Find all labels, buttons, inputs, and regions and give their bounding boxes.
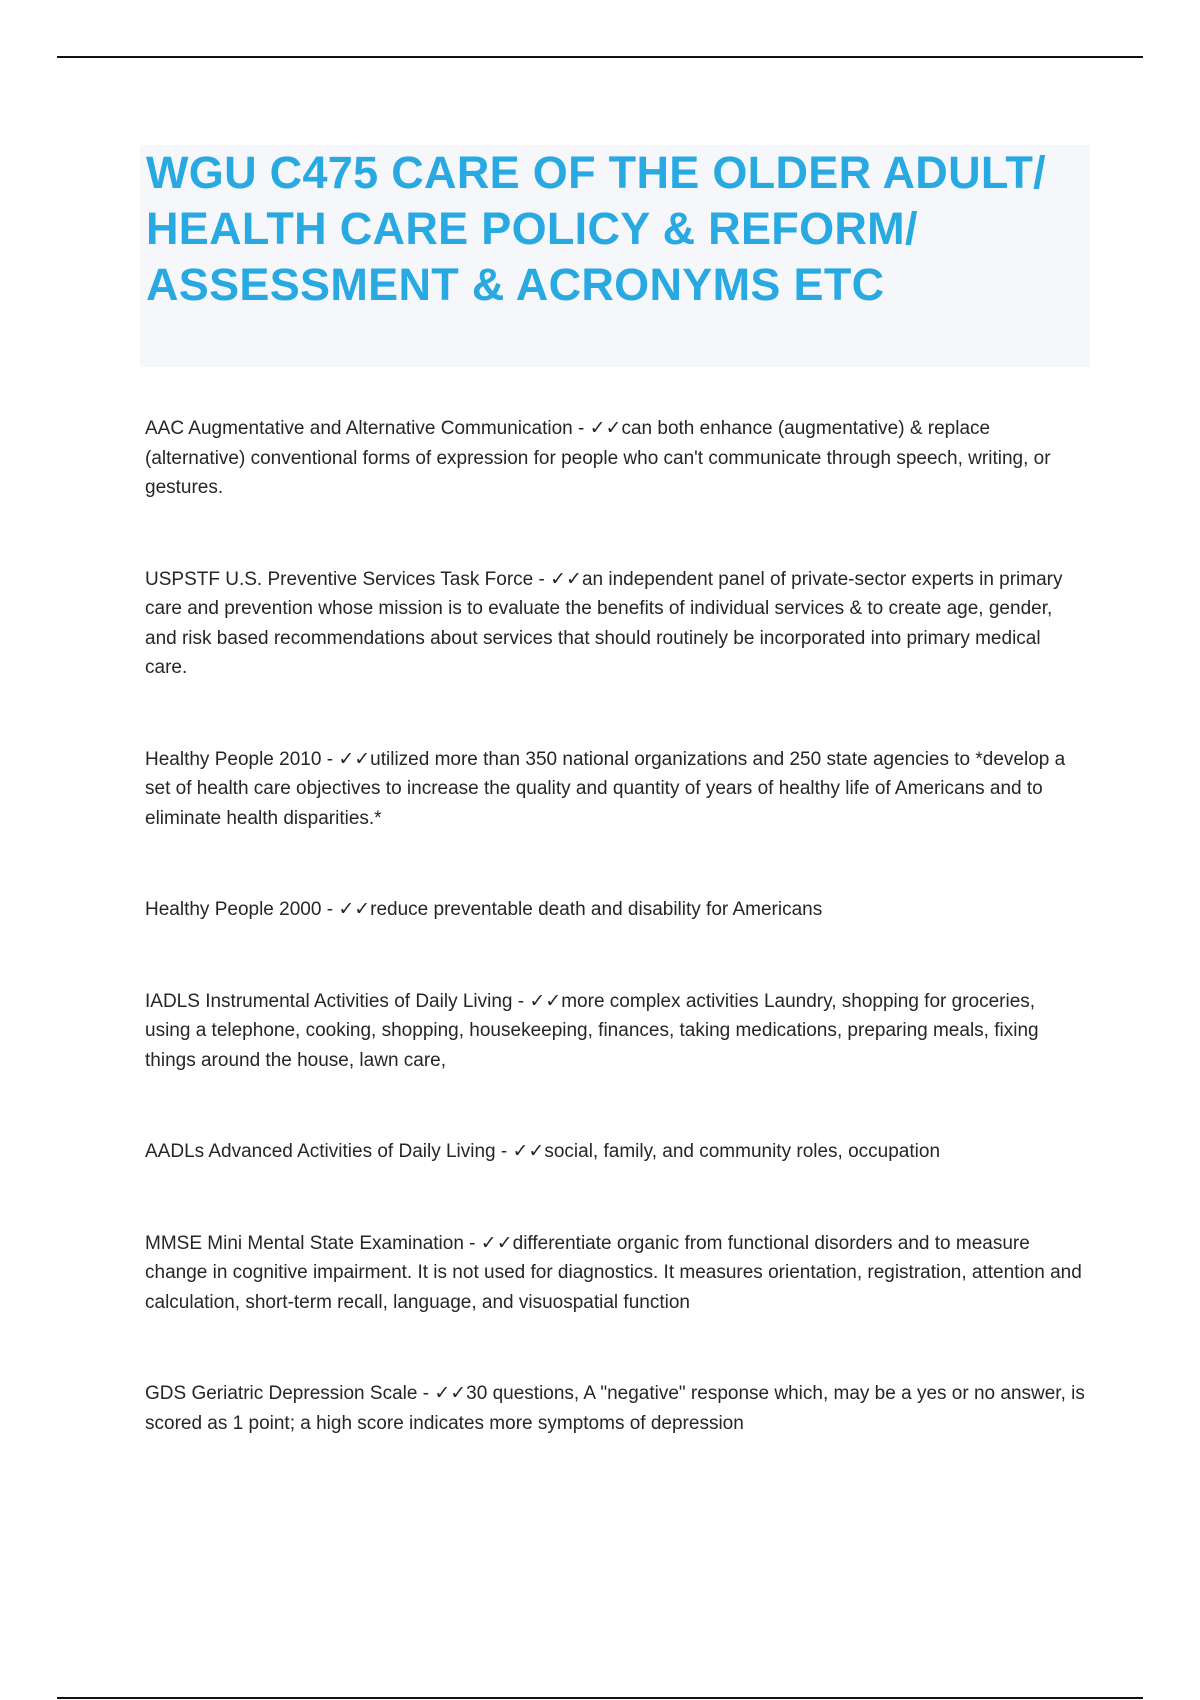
checkmark-icon: ✓✓ [338, 748, 371, 770]
entry-term: AAC Augmentative and Alternative Communication [145, 418, 573, 439]
flashcard-entry [145, 414, 1085, 503]
entry-separator: - [572, 418, 590, 439]
checkmark-icon: ✓✓ [512, 1141, 545, 1162]
checkmark-icon: ✓✓ [550, 568, 582, 590]
entry-definition: differentiate organic from functional disorders and to measure change in cognitive impairment. It is not used for diagnostics. It measures orientation, registration, attention and calculation, short-term recall, language, and visuospatial function [145, 1232, 1082, 1313]
flashcard-entry [145, 1229, 1085, 1318]
flashcard-entry [145, 895, 1085, 925]
entry-term: Healthy People 2010 [145, 748, 322, 770]
flashcard-entry [145, 987, 1085, 1076]
checkmark-icon: ✓✓ [434, 1383, 467, 1404]
entry-separator: - [533, 568, 551, 590]
entry-definition: more complex activities Laundry, shopping for groceries, using a telephone, cooking, shopping, housekeeping, finances, taking medications, preparing meals, fixing things around the house, lawn care, [145, 990, 1039, 1071]
entry-definition: social, family, and community roles, occupation [544, 1141, 941, 1162]
entry-definition: utilized more than 350 national organizations and 250 state agencies to *develop a set of health care objectives to increase the quality and quantity of years of healthy life of Americans and to eliminate health disparities.* [145, 748, 1066, 829]
entry-term: MMSE Mini Mental State Examination [145, 1232, 464, 1254]
entry-separator: - [512, 990, 530, 1012]
entry-definition: an independent panel of private-sector experts in primary care and prevention whose mission is to evaluate the benefits of individual services & to create age, gender, and risk based recommendations about services that should routinely be incorporated into primary medical care. [145, 568, 1063, 678]
entry-term: IADLS Instrumental Activities of Daily Living [145, 990, 513, 1012]
flashcard-entry [145, 745, 1085, 834]
flashcard-list [145, 414, 1085, 1438]
document-title: WGU C475 CARE OF THE OLDER ADULT/ HEALTH CARE POLICY & REFORM/ ASSESSMENT & ACRONYMS ETC [146, 147, 1046, 310]
checkmark-icon: ✓✓ [338, 899, 371, 920]
entry-term: Healthy People 2000 [145, 899, 322, 920]
entry-definition: can both enhance (augmentative) & replace (alternative) conventional forms of expression for people who can't communicate through speech, writing, or gestures. [145, 418, 1051, 498]
title-banner [140, 145, 1090, 367]
entry-separator: - [463, 1232, 481, 1254]
checkmark-icon: ✓✓ [529, 990, 562, 1012]
checkmark-icon: ✓✓ [480, 1232, 513, 1254]
footer-rule [57, 1697, 1143, 1699]
entry-definition: reduce preventable death and disability for Americans [370, 899, 823, 920]
flashcard-entry [145, 1379, 1085, 1438]
entry-separator: - [417, 1383, 435, 1404]
checkmark-icon: ✓✓ [589, 418, 622, 439]
entry-term: AADLs Advanced Activities of Daily Living [145, 1141, 496, 1162]
entry-separator: - [321, 899, 339, 920]
entry-separator: - [495, 1141, 513, 1162]
entry-term: GDS Geriatric Depression Scale [145, 1383, 418, 1404]
flashcard-entry [145, 1137, 1085, 1167]
entry-term: USPSTF U.S. Preventive Services Task Force [145, 568, 534, 590]
entry-separator: - [321, 748, 339, 770]
header-rule [57, 56, 1143, 58]
entry-definition: 30 questions, A "negative" response which, may be a yes or no answer, is scored as 1 point; a high score indicates more symptoms of depression [145, 1383, 1085, 1434]
flashcard-entry [145, 565, 1085, 683]
